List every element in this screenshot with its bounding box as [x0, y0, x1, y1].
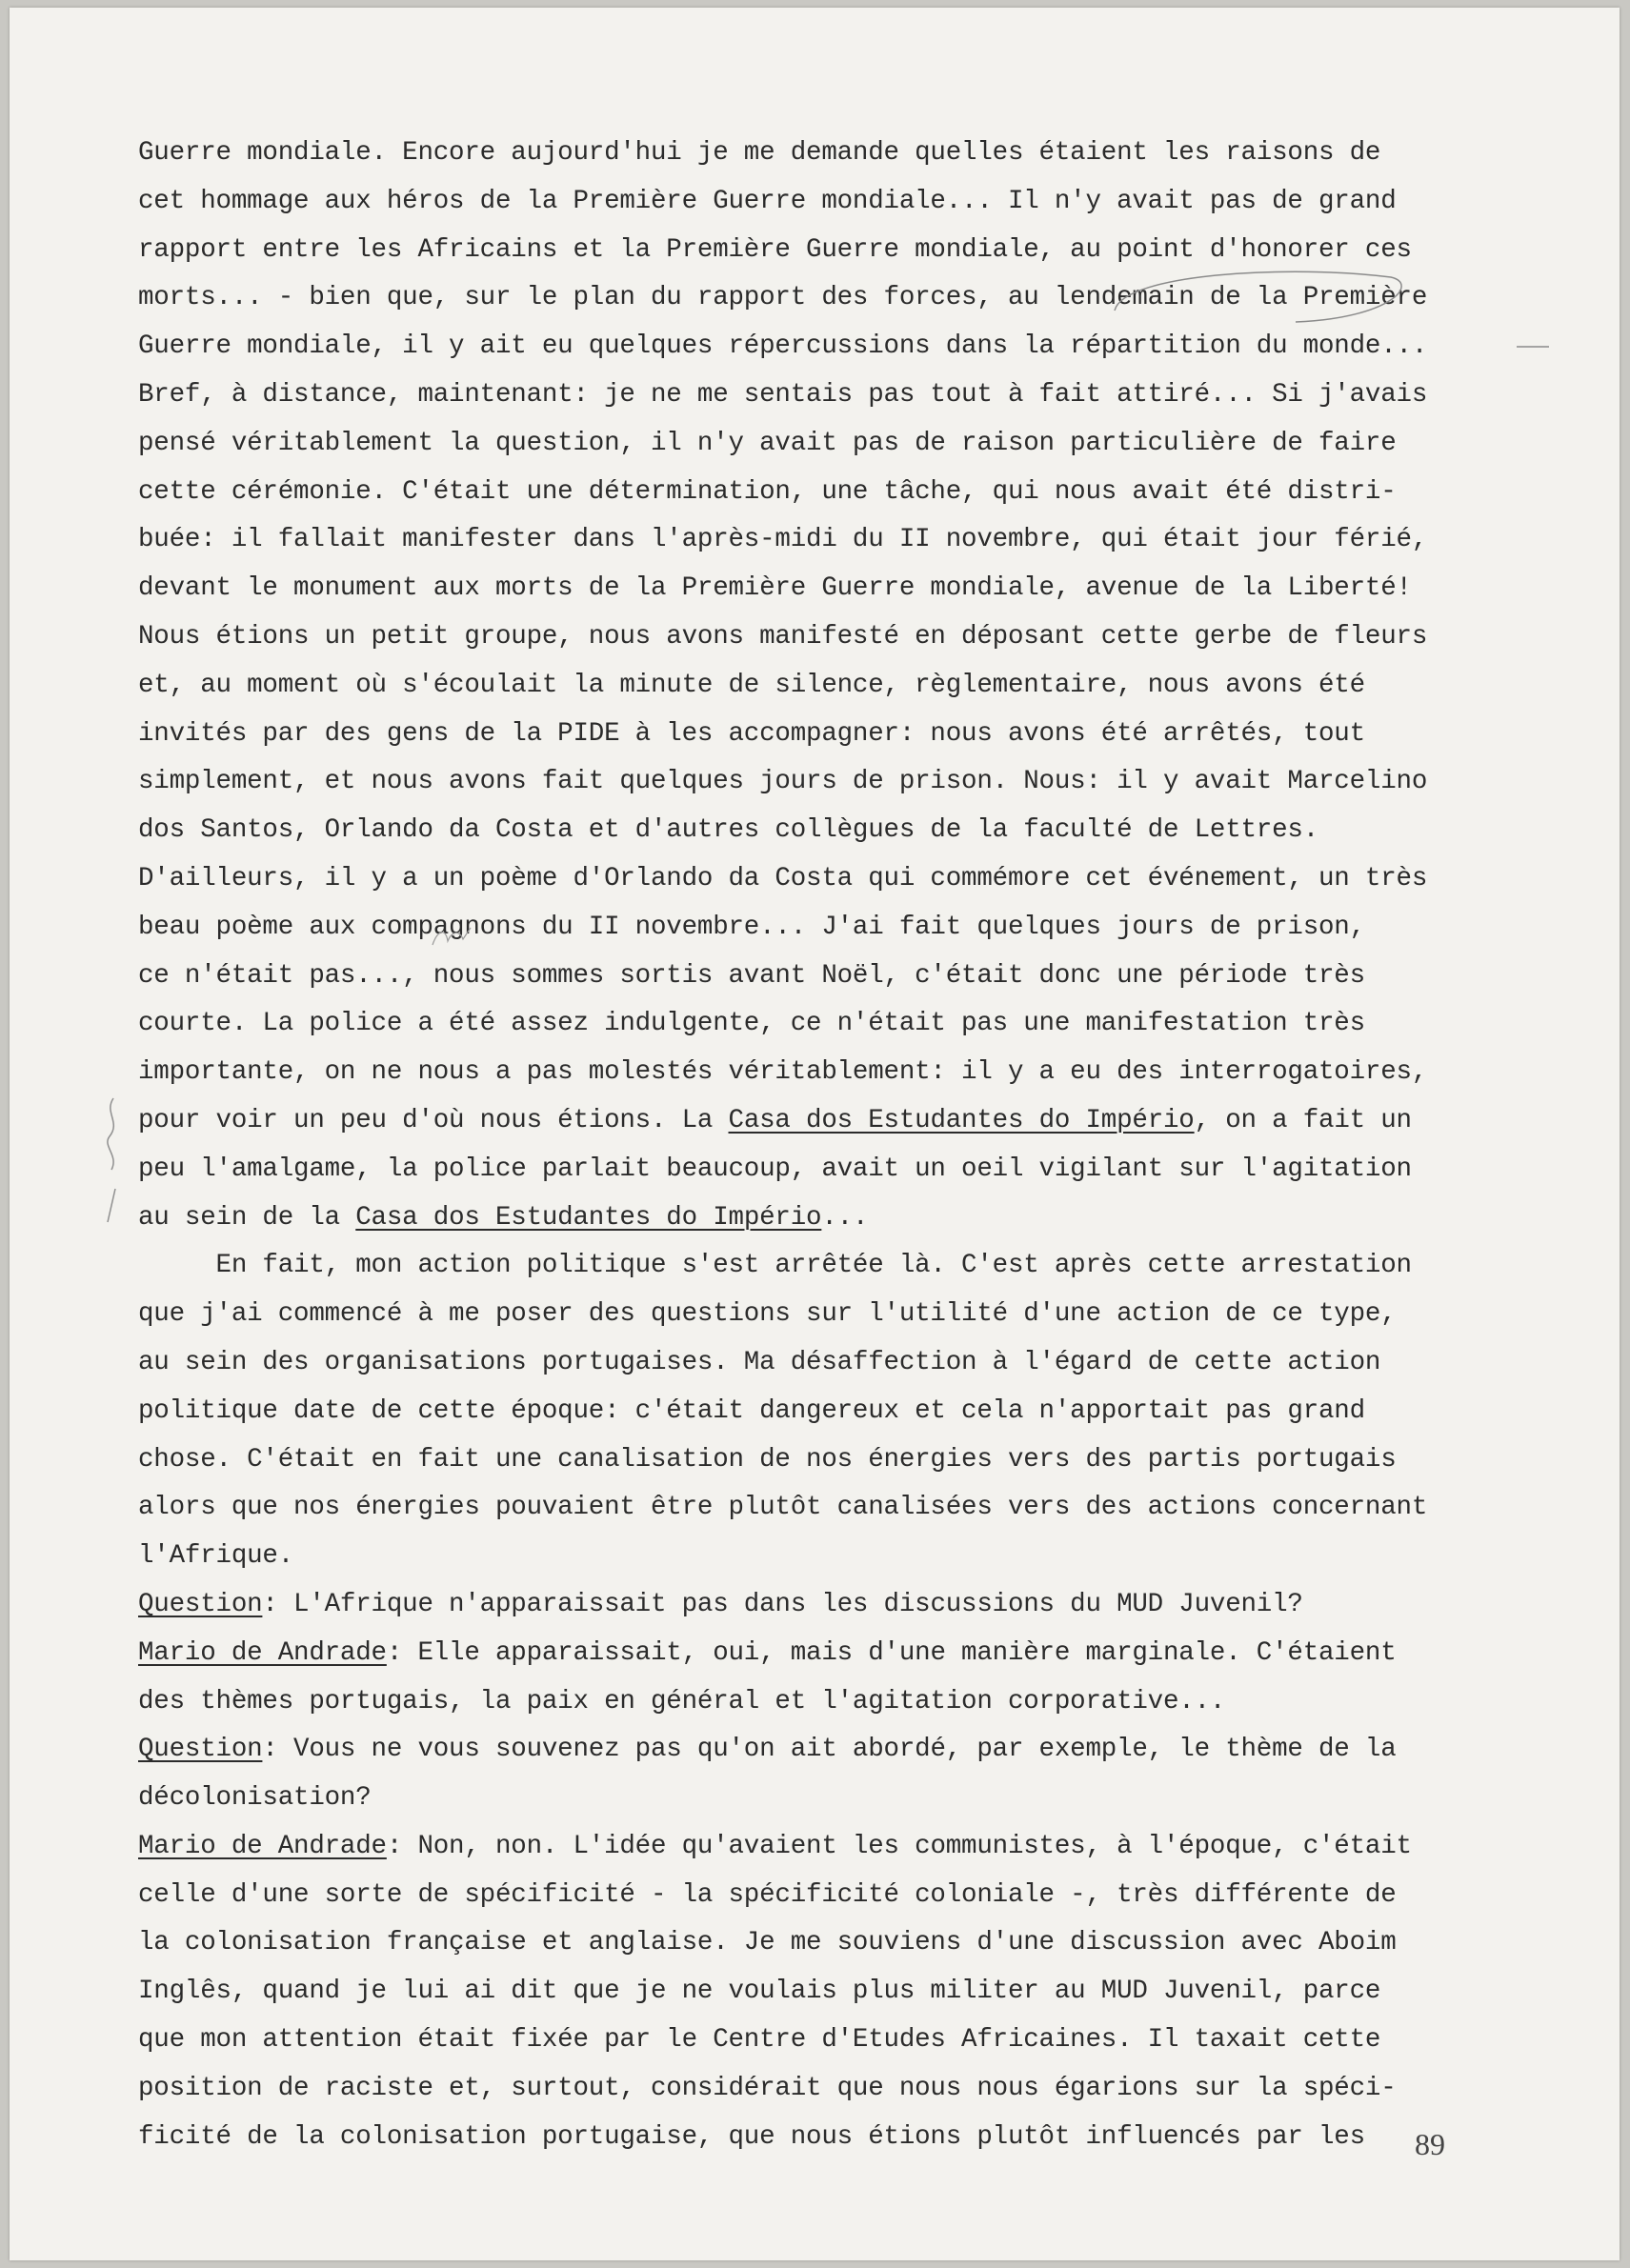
text-line — [138, 807, 1548, 855]
text-line — [138, 469, 1548, 517]
underlined-text: Casa dos Estudantes do Império — [355, 1202, 822, 1233]
text-segment: ce n'était pas..., nous sommes sortis avant Noël, c'était donc une période très — [138, 960, 1365, 991]
text-line — [138, 1242, 1548, 1291]
text-line — [138, 1533, 1548, 1581]
text-segment: rapport entre les Africains et la Première Guerre mondiale, au point d'honorer ces — [138, 234, 1412, 265]
typed-text-body — [138, 130, 1548, 2161]
text-segment: position de raciste et, surtout, considérait que nous nous égarions sur la spéci- — [138, 2073, 1397, 2103]
text-segment: Guerre mondiale, il y ait eu quelques répercussions dans la répartition du monde... — [138, 331, 1428, 362]
text-segment: politique date de cette époque: c'était dangereux et cela n'apportait pas grand — [138, 1395, 1365, 1426]
text-segment: : Non, non. L'idée qu'avaient les communistes, à l'époque, c'était — [386, 1831, 1412, 1861]
text-segment: : Vous ne vous souvenez pas qu'on ait abordé, par exemple, le thème de la — [262, 1735, 1397, 1765]
text-segment: : Elle apparaissait, oui, mais d'une manière marginale. C'étaient — [386, 1637, 1397, 1668]
text-line — [138, 2114, 1548, 2162]
text-segment: celle d'une sorte de spécificité - la spécificité coloniale -, très différente de — [138, 1879, 1397, 1910]
text-segment: alors que nos énergies pouvaient être plutôt canalisées vers des actions concernant — [138, 1493, 1428, 1523]
text-segment: courte. La police a été assez indulgente, ce n'était pas une manifestation très — [138, 1009, 1365, 1039]
text-segment: au sein de la — [138, 1202, 356, 1233]
text-line — [138, 371, 1548, 420]
text-line — [138, 1919, 1548, 1968]
text-segment: Nous étions un petit groupe, nous avons manifesté en déposant cette gerbe de fleurs — [138, 621, 1428, 652]
underlined-text: Mario de Andrade — [138, 1831, 387, 1861]
text-segment: Guerre mondiale. Encore aujourd'hui je me demande quelles étaient les raisons de — [138, 138, 1381, 168]
text-line — [138, 1775, 1548, 1823]
text-segment: que j'ai commencé à me poser des questions sur l'utilité d'une action de ce type, — [138, 1299, 1397, 1330]
text-line — [138, 1049, 1548, 1097]
text-line — [138, 711, 1548, 759]
text-line — [138, 1581, 1548, 1630]
text-line — [138, 1630, 1548, 1678]
text-line — [138, 613, 1548, 662]
text-segment: devant le monument aux morts de la Première Guerre mondiale, avenue de la Liberté! — [138, 573, 1412, 604]
text-line — [138, 1436, 1548, 1485]
text-segment: chose. C'était en fait une canalisation de nos énergies vers des partis portugais — [138, 1444, 1397, 1475]
text-segment: décolonisation? — [138, 1783, 372, 1814]
text-line — [138, 516, 1548, 565]
text-line — [138, 953, 1548, 1001]
text-segment: cet hommage aux héros de la Première Guerre mondiale... Il n'y avait pas de grand — [138, 186, 1397, 216]
text-segment: En fait, mon action politique s'est arrêtée là. C'est après cette arrestation — [138, 1251, 1412, 1281]
text-segment: des thèmes portugais, la paix en général et l'agitation corporative... — [138, 1686, 1226, 1716]
text-line — [138, 855, 1548, 904]
document-page — [10, 8, 1620, 2260]
underlined-text: Question — [138, 1589, 263, 1619]
text-segment: Bref, à distance, maintenant: je ne me sentais pas tout à fait attiré... Si j'avais — [138, 379, 1428, 410]
text-segment: : L'Afrique n'apparaissait pas dans les discussions du MUD Juvenil? — [262, 1589, 1303, 1619]
text-line — [138, 1872, 1548, 1920]
text-segment: que mon attention était fixée par le Centre d'Etudes Africaines. Il taxait cette — [138, 2025, 1381, 2056]
text-line — [138, 1194, 1548, 1243]
text-segment: cette cérémonie. C'était une détermination, une tâche, qui nous avait été distri- — [138, 476, 1397, 507]
text-line — [138, 1291, 1548, 1339]
pencil-circle-mark — [1105, 263, 1410, 330]
text-segment: dos Santos, Orlando da Costa et d'autres collègues de la faculté de Lettres. — [138, 815, 1319, 846]
underlined-text: Question — [138, 1735, 263, 1765]
text-segment: , on a fait un — [1194, 1105, 1412, 1135]
pencil-margin-mark — [100, 1094, 129, 1227]
text-line — [138, 1484, 1548, 1533]
text-segment: ... — [821, 1202, 869, 1233]
text-segment: pensé véritablement la question, il n'y avait pas de raison particulière de faire — [138, 428, 1397, 458]
text-line — [138, 2017, 1548, 2065]
text-line — [138, 2065, 1548, 2114]
text-line — [138, 1726, 1548, 1775]
text-line — [138, 1000, 1548, 1049]
text-segment: ficité de la colonisation portugaise, que nous étions plutôt influencés par les — [138, 2121, 1365, 2152]
text-segment: et, au moment où s'écoulait la minute de silence, règlementaire, nous avons été — [138, 670, 1365, 700]
text-segment: importante, on ne nous a pas molestés véritablement: il y a eu des interrogatoires, — [138, 1057, 1428, 1088]
text-line — [138, 420, 1548, 469]
text-segment: morts... - bien que, sur le plan du rapport des forces, au lendemain de la Première — [138, 283, 1428, 313]
text-line — [138, 565, 1548, 613]
text-line — [138, 1097, 1548, 1146]
pencil-note-mark — [429, 924, 476, 953]
text-line — [138, 1339, 1548, 1388]
text-segment: l'Afrique. — [138, 1541, 294, 1572]
underlined-text: Casa dos Estudantes do Império — [728, 1105, 1195, 1135]
text-line — [138, 904, 1548, 953]
text-segment: beau poème aux compagnons du II novembre... J'ai fait quelques jours de prison, — [138, 912, 1365, 942]
text-line — [138, 130, 1548, 178]
text-line — [138, 758, 1548, 807]
text-segment: pour voir un peu d'où nous étions. La — [138, 1105, 729, 1135]
page-number: 89 — [1415, 2127, 1445, 2161]
text-segment: invités par des gens de la PIDE à les accompagner: nous avons été arrêtés, tout — [138, 718, 1365, 749]
text-line — [138, 323, 1548, 371]
text-segment: au sein des organisations portugaises. Ma désaffection à l'égard de cette action — [138, 1347, 1381, 1377]
text-segment: buée: il fallait manifester dans l'après-midi du II novembre, qui était jour férié, — [138, 525, 1428, 555]
text-line — [138, 1388, 1548, 1436]
text-segment: la colonisation française et anglaise. Je me souviens d'une discussion avec Aboim — [138, 1928, 1397, 1958]
text-segment: Inglês, quand je lui ai dit que je ne voulais plus militer au MUD Juvenil, parce — [138, 1977, 1381, 2007]
text-segment: simplement, et nous avons fait quelques jours de prison. Nous: il y avait Marcelino — [138, 767, 1428, 797]
pencil-dash-mark — [1515, 341, 1553, 352]
text-line — [138, 1146, 1548, 1194]
underlined-text: Mario de Andrade — [138, 1637, 387, 1668]
text-line — [138, 662, 1548, 711]
text-line — [138, 1823, 1548, 1872]
text-line — [138, 1968, 1548, 2017]
text-line — [138, 178, 1548, 227]
text-segment: D'ailleurs, il y a un poème d'Orlando da Costa qui commémore cet événement, un très — [138, 863, 1428, 893]
text-line — [138, 1678, 1548, 1727]
text-segment: peu l'amalgame, la police parlait beaucoup, avait un oeil vigilant sur l'agitation — [138, 1154, 1412, 1184]
